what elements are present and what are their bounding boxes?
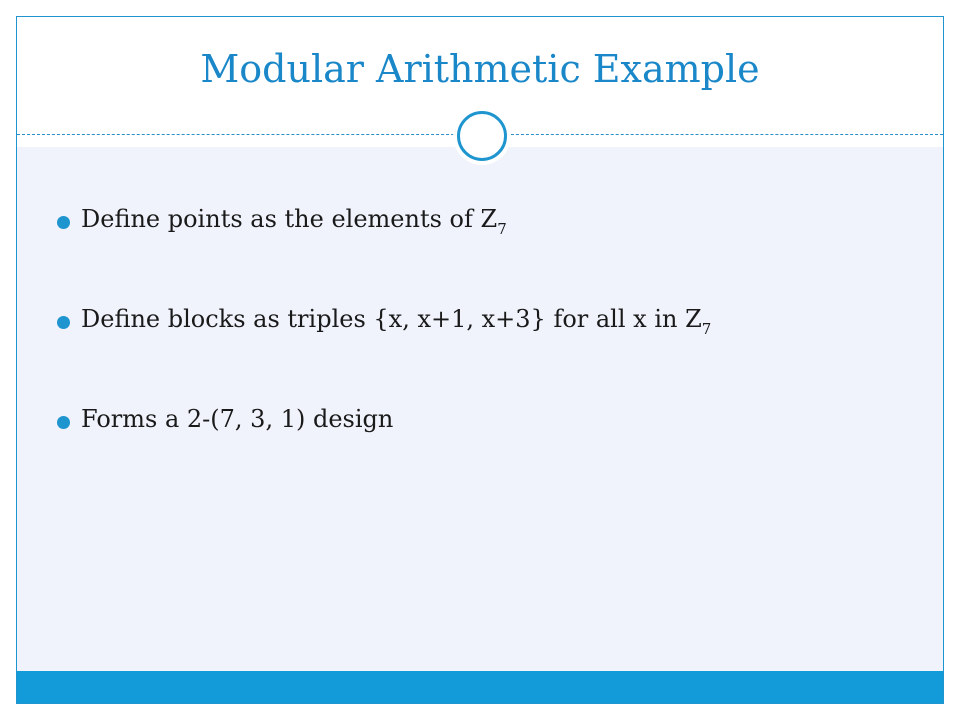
bullet-text: Forms a 2-(7, 3, 1) design xyxy=(81,405,394,433)
circle-icon xyxy=(457,111,507,161)
slide-title: Modular Arithmetic Example xyxy=(200,47,760,91)
bullet-item-blocks xyxy=(57,305,711,405)
footer-bar xyxy=(17,671,943,703)
bullet-list xyxy=(57,205,711,505)
slide xyxy=(16,16,944,704)
bullet-text: Define blocks as triples {x, x+1, x+3} for all x in Z xyxy=(81,305,702,333)
bullet-item-design xyxy=(57,405,711,505)
bullet-subscript: 7 xyxy=(497,220,507,238)
ring-decoration xyxy=(453,107,511,165)
bullet-item-points xyxy=(57,205,711,305)
bullet-subscript: 7 xyxy=(701,320,712,338)
bullet-text: Define points as the elements of Z xyxy=(81,205,498,233)
